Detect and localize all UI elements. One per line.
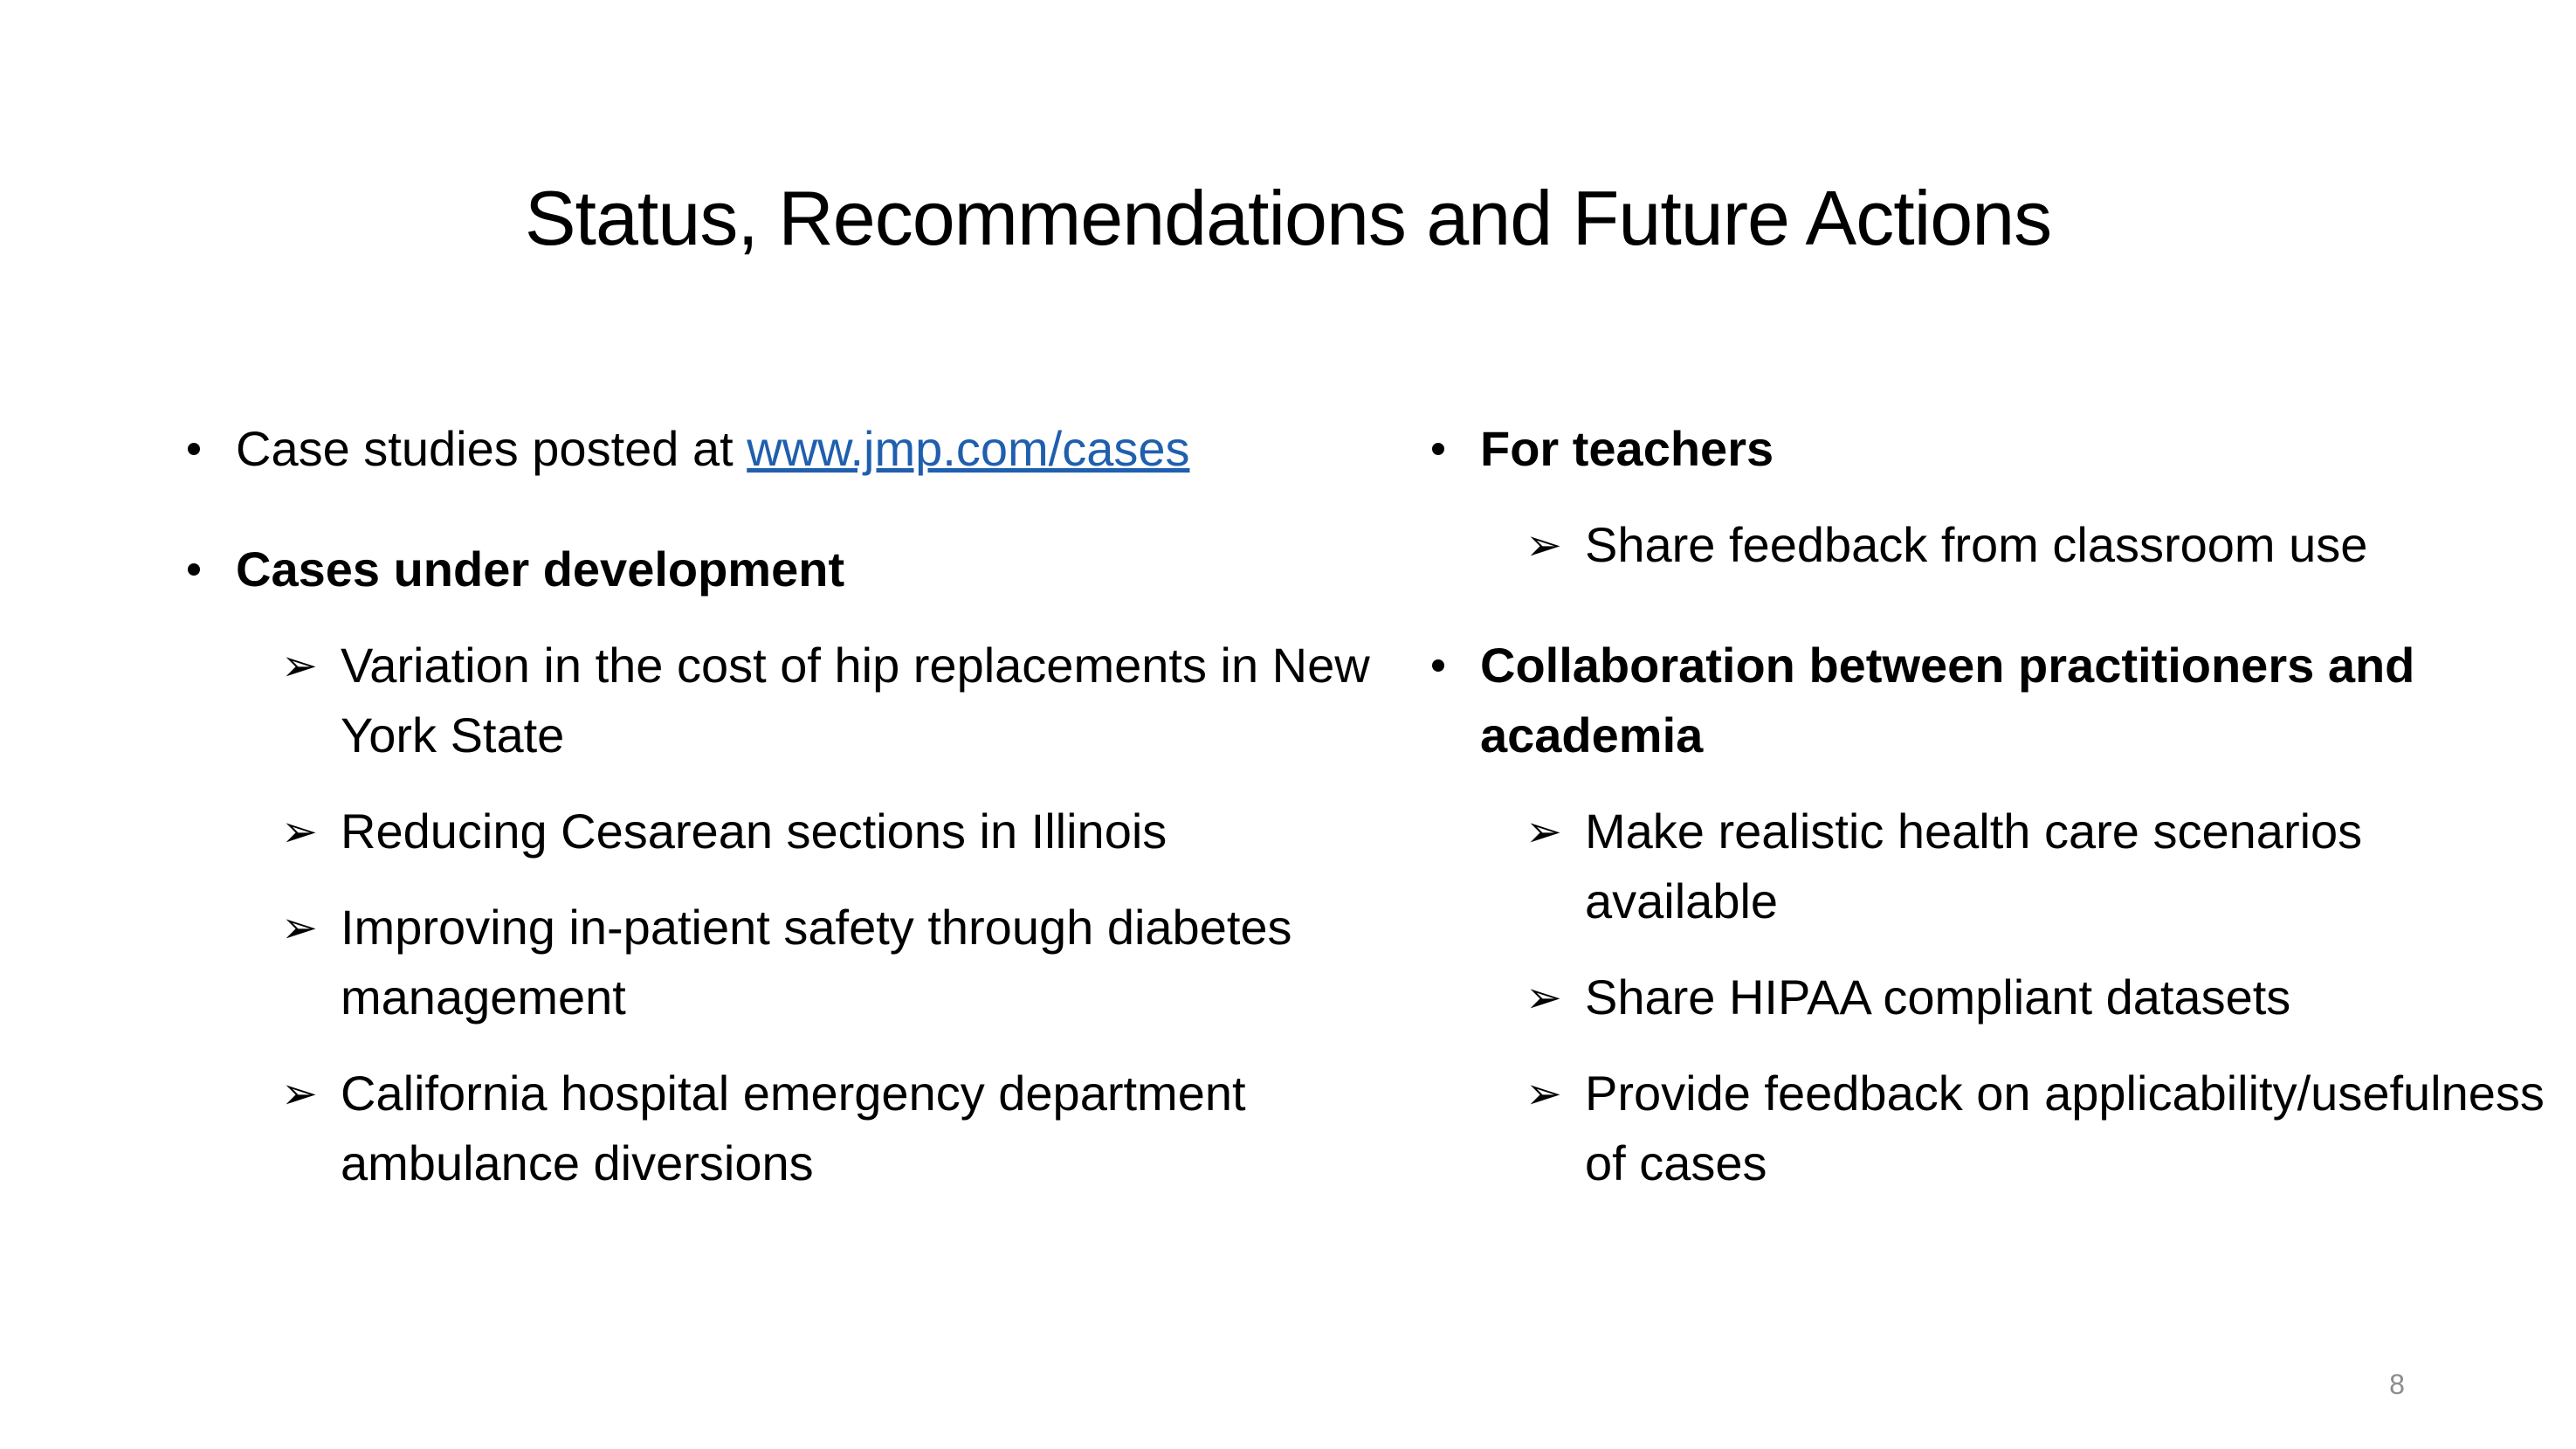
collaboration-heading: Collaboration between practitioners and academia bbox=[1480, 638, 2415, 762]
cases-under-development-heading: Cases under development bbox=[236, 542, 845, 597]
arrow-bullet-icon: ➢ bbox=[281, 641, 318, 690]
sub-item-diabetes-management bbox=[183, 893, 1423, 1032]
sub-item-hipaa-datasets bbox=[1428, 963, 2563, 1032]
sub-item-text: Reducing Cesarean sections in Illinois bbox=[341, 804, 1167, 859]
left-column bbox=[183, 414, 1423, 1198]
sub-item-realistic-scenarios bbox=[1428, 797, 2563, 936]
for-teachers-heading: For teachers bbox=[1480, 421, 1774, 476]
bullet-cases-under-development bbox=[183, 535, 1423, 604]
arrow-bullet-icon: ➢ bbox=[281, 807, 318, 856]
sub-item-cesarean-sections bbox=[183, 797, 1423, 866]
case-studies-text: Case studies posted at bbox=[236, 421, 747, 476]
sub-item-text: Make realistic health care scenarios available bbox=[1585, 804, 2363, 928]
bullet-for-teachers bbox=[1428, 414, 2563, 484]
page-number: 8 bbox=[2389, 1369, 2405, 1400]
bullet-collaboration bbox=[1428, 631, 2563, 770]
cases-link[interactable]: www.jmp.com/cases bbox=[747, 421, 1190, 476]
arrow-bullet-icon: ➢ bbox=[1526, 521, 1562, 569]
arrow-bullet-icon: ➢ bbox=[281, 1069, 318, 1118]
arrow-bullet-icon: ➢ bbox=[1526, 1069, 1562, 1118]
right-column bbox=[1428, 414, 2563, 1198]
arrow-bullet-icon: ➢ bbox=[281, 903, 318, 952]
slide-title: Status, Recommendations and Future Actions bbox=[524, 175, 2052, 261]
bullet-case-studies bbox=[183, 414, 1423, 484]
sub-item-text: Variation in the cost of hip replacements in New York State bbox=[341, 638, 1370, 762]
sub-item-ambulance-diversions bbox=[183, 1059, 1423, 1198]
sub-item-classroom-feedback bbox=[1428, 510, 2563, 580]
sub-item-hip-replacements bbox=[183, 631, 1423, 770]
arrow-bullet-icon: ➢ bbox=[1526, 807, 1562, 856]
sub-item-text: Provide feedback on applicability/usefulness of cases bbox=[1585, 1066, 2545, 1190]
sub-item-text: California hospital emergency department ambulance diversions bbox=[341, 1066, 1246, 1190]
sub-item-applicability-feedback bbox=[1428, 1059, 2563, 1198]
sub-item-text: Improving in-patient safety through diabetes management bbox=[341, 900, 1292, 1025]
arrow-bullet-icon: ➢ bbox=[1526, 973, 1562, 1022]
sub-item-text: Share feedback from classroom use bbox=[1585, 517, 2368, 572]
sub-item-text: Share HIPAA compliant datasets bbox=[1585, 969, 2291, 1025]
